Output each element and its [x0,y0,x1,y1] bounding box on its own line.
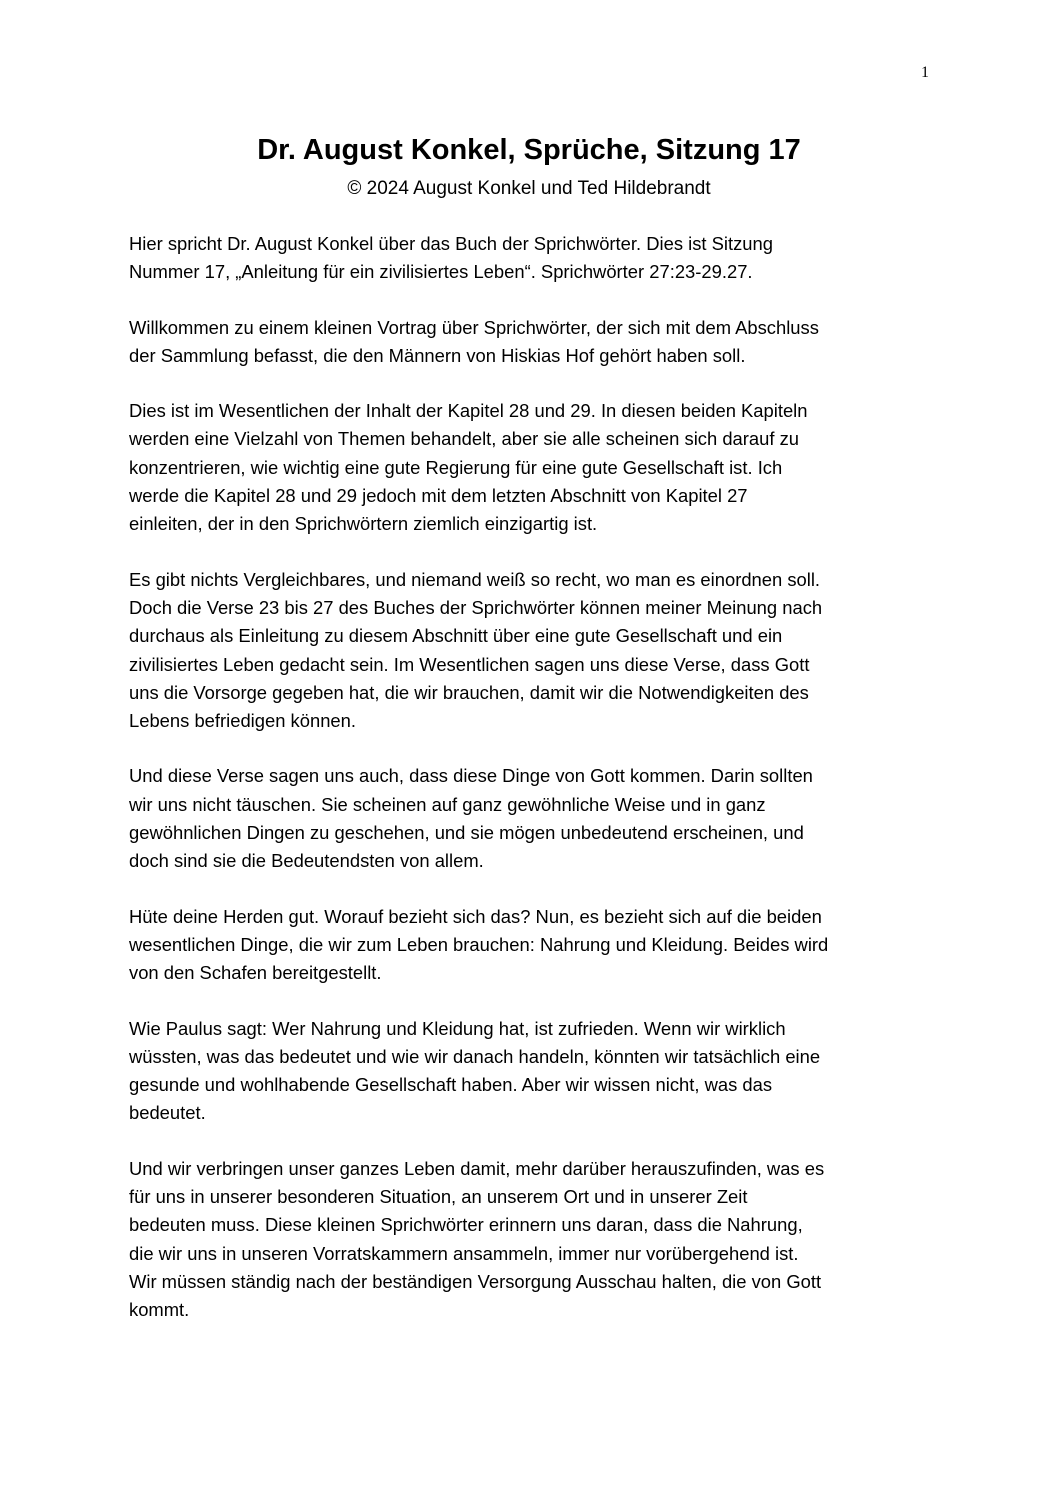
text-line: wesentlichen Dinge, die wir zum Leben brauchen: Nahrung und Kleidung. Beides wird [129,933,829,955]
paragraph [129,903,934,988]
text-line: Dies ist im Wesentlichen der Inhalt der Kapitel 28 und 29. In diesen beiden Kapiteln [129,400,808,422]
text-line: Wie Paulus sagt: Wer Nahrung und Kleidung hat, ist zufrieden. Wenn wir wirklich [129,1017,786,1039]
text-line: wüssten, was das bedeutet und wie wir danach handeln, könnten wir tatsächlich eine [129,1045,821,1067]
text-line: bedeuten muss. Diese kleinen Sprichwörter erinnern uns daran, dass die Nahrung, [129,1214,803,1236]
text-line: werden eine Vielzahl von Themen behandelt, aber sie alle scheinen sich darauf zu [129,428,799,450]
document-body [129,230,934,1352]
text-line: Und diese Verse sagen uns auch, dass diese Dinge von Gott kommen. Darin sollten [129,765,813,787]
text-line: Lebens befriedigen können. [129,710,357,732]
text-line: Hüte deine Herden gut. Worauf bezieht sich das? Nun, es bezieht sich auf die beiden [129,905,822,927]
text-line: bedeutet. [129,1102,206,1124]
paragraph [129,314,934,371]
text-line: zivilisiertes Leben gedacht sein. Im Wesentlichen sagen uns diese Verse, dass Gott [129,653,810,675]
text-line: der Sammlung befasst, die den Männern von Hiskias Hof gehört haben soll. [129,344,746,366]
text-line: werde die Kapitel 28 und 29 jedoch mit dem letzten Abschnitt von Kapitel 27 [129,485,748,507]
paragraph [129,566,934,736]
paragraph [129,230,934,287]
text-line: gesunde und wohlhabende Gesellschaft haben. Aber wir wissen nicht, was das [129,1074,773,1096]
text-line: Doch die Verse 23 bis 27 des Buches der Sprichwörter können meiner Meinung nach [129,596,823,618]
text-line: einleiten, der in den Sprichwörtern ziemlich einzigartig ist. [129,513,598,535]
text-line: die wir uns in unseren Vorratskammern ansammeln, immer nur vorübergehend ist. [129,1242,799,1264]
text-line: Willkommen zu einem kleinen Vortrag über Sprichwörter, der sich mit dem Abschluss [129,316,819,338]
copyright-line: © 2024 August Konkel und Ted Hildebrandt [347,178,711,199]
paragraph [129,397,934,538]
text-line: doch sind sie die Bedeutendsten von allem. [129,850,484,872]
text-line: uns die Vorsorge gegeben hat, die wir brauchen, damit wir die Notwendigkeiten des [129,681,809,703]
text-line: Es gibt nichts Vergleichbares, und niemand weiß so recht, wo man es einordnen soll. [129,568,821,590]
text-line: Wir müssen ständig nach der beständigen Versorgung Ausschau halten, die von Gott [129,1270,822,1292]
paragraph [129,762,934,875]
paragraph [129,1015,934,1128]
text-line: kommt. [129,1299,190,1321]
page-number: 1 [921,64,929,81]
text-line: wir uns nicht täuschen. Sie scheinen auf ganz gewöhnliche Weise und in ganz [129,793,766,815]
text-line: von den Schafen bereitgestellt. [129,962,382,984]
text-line: Hier spricht Dr. August Konkel über das Buch der Sprichwörter. Dies ist Sitzung [129,233,773,254]
document-title: Dr. August Konkel, Sprüche, Sitzung 17 [257,134,801,166]
text-line: gewöhnlichen Dingen zu geschehen, und sie mögen unbedeutend erscheinen, und [129,822,804,844]
text-line: für uns in unserer besonderen Situation, an unserem Ort und in unserer Zeit [129,1186,748,1208]
text-line: Nummer 17, „Anleitung für ein zivilisiertes Leben“. Sprichwörter 27:23-29.27. [129,261,753,283]
text-line: Und wir verbringen unser ganzes Leben damit, mehr darüber herauszufinden, was es [129,1157,825,1179]
text-line: durchaus als Einleitung zu diesem Abschnitt über eine gute Gesellschaft und ein [129,625,783,647]
text-line: konzentrieren, wie wichtig eine gute Regierung für eine gute Gesellschaft ist. Ich [129,456,783,478]
paragraph [129,1155,934,1325]
